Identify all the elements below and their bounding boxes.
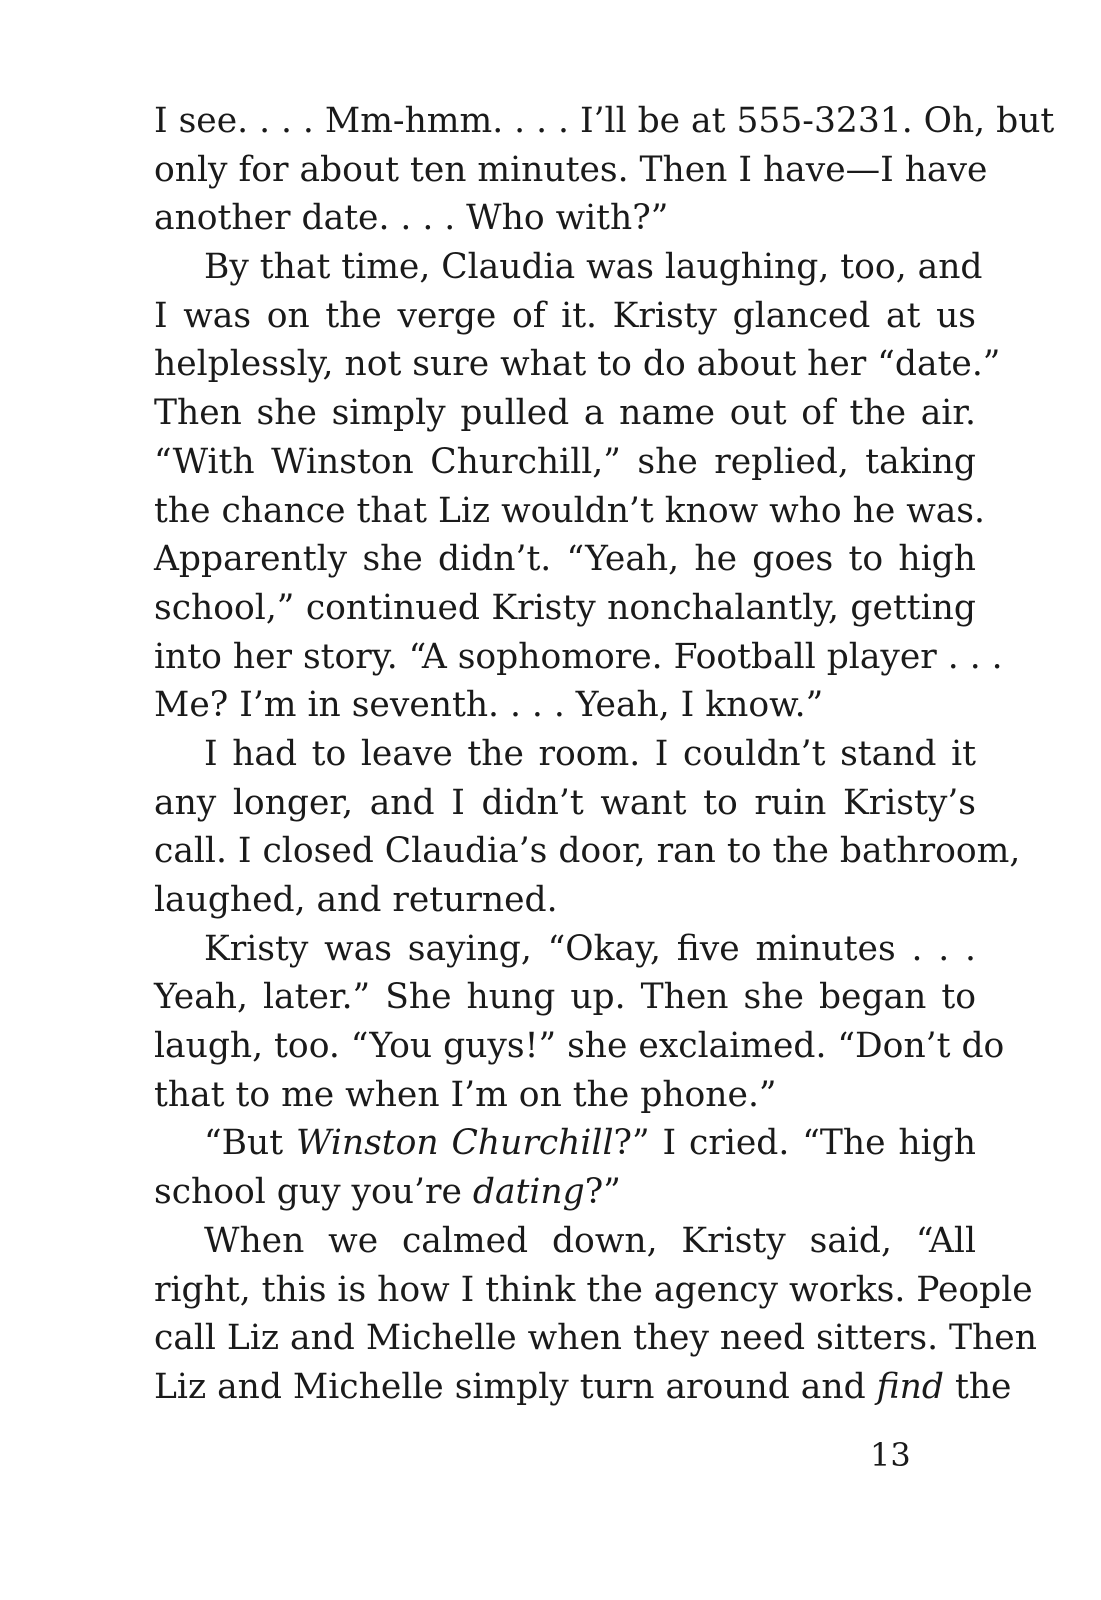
text-line (154, 243, 983, 292)
text-line (154, 779, 976, 828)
text-line (154, 146, 988, 195)
text-line (154, 535, 976, 584)
text-line (154, 1266, 1033, 1315)
text-line (154, 584, 976, 633)
text-segment: the chance that Liz wouldn’t know who he was. (154, 490, 985, 531)
text-line (154, 438, 976, 487)
text-segment: laugh, too. “You guys!” she exclaimed. “Don’t do (154, 1026, 1005, 1067)
text-segment: Apparently she didn’t. “Yeah, he goes to high (154, 539, 976, 580)
text-segment: right, this is how I think the agency works. People (154, 1269, 1033, 1310)
text-line (154, 1314, 1037, 1363)
text-segment: laughed, and returned. (154, 880, 558, 920)
text-segment: call Liz and Michelle when they need sitters. Then (154, 1318, 1037, 1359)
text-segment: that to me when I’m on the phone.” (154, 1074, 777, 1115)
text-segment: any longer, and I didn’t want to ruin Kristy’s (154, 782, 976, 823)
page-number: 13 (870, 1436, 911, 1474)
text-line (154, 681, 976, 730)
text-segment: school guy you’re (154, 1172, 473, 1213)
text-segment: another date. . . . Who with?” (154, 198, 669, 239)
text-segment: Then she simply pulled a name out of the air. (154, 393, 976, 434)
text-line (154, 1022, 1005, 1071)
text-segment: I see. . . . Mm-hmm. . . . I’ll be at 555-3231. Oh, but (154, 101, 1055, 141)
text-segment: When we calmed down, Kristy said, “All (204, 1220, 976, 1261)
text-segment: call. I closed Claudia’s door, ran to the bathroom, (154, 831, 1021, 872)
text-segment: I had to leave the room. I couldn’t stand it (204, 733, 976, 774)
body-text (154, 97, 1055, 1412)
text-line (154, 1363, 1012, 1412)
text-line (154, 925, 976, 974)
text-line (154, 292, 976, 341)
text-segment: the (943, 1366, 1012, 1407)
text-line (154, 487, 985, 536)
text-line (154, 876, 976, 925)
text-segment: “With Winston Churchill,” she replied, taking (154, 441, 976, 482)
text-line (154, 633, 1003, 682)
text-line (154, 730, 976, 779)
text-line (154, 1119, 976, 1168)
text-segment: I was on the verge of it. Kristy glanced at us (154, 295, 976, 336)
text-segment: school,” continued Kristy nonchalantly, getting (154, 587, 976, 628)
text-segment: ?” (584, 1172, 621, 1213)
text-line (154, 1217, 976, 1266)
text-line (154, 973, 976, 1022)
text-segment: “But (204, 1123, 296, 1164)
text-segment: By that time, Claudia was laughing, too, and (204, 247, 983, 288)
text-segment-italic: Winston Churchill (295, 1123, 614, 1164)
text-line (154, 827, 1021, 876)
text-segment: only for about ten minutes. Then I have—I have (154, 149, 988, 190)
text-segment: Me? I’m in seventh. . . . Yeah, I know.” (154, 685, 824, 726)
text-line (154, 194, 976, 243)
text-segment-italic: find (876, 1366, 944, 1407)
text-line (154, 389, 976, 438)
text-segment: ?” I cried. “The high (613, 1123, 976, 1164)
text-line (154, 340, 1001, 389)
text-line (154, 1168, 976, 1217)
text-segment: into her story. “A sophomore. Football player . . . (154, 636, 1003, 677)
text-segment: Liz and Michelle simply turn around and (154, 1366, 877, 1407)
text-segment: helplessly, not sure what to do about her “date.” (154, 344, 1001, 385)
text-segment-italic: dating (472, 1172, 585, 1213)
text-line (154, 97, 1055, 146)
text-segment: Yeah, later.” She hung up. Then she began to (154, 977, 976, 1018)
text-line (154, 1071, 976, 1120)
text-segment: Kristy was saying, “Okay, five minutes . . . (204, 928, 976, 969)
